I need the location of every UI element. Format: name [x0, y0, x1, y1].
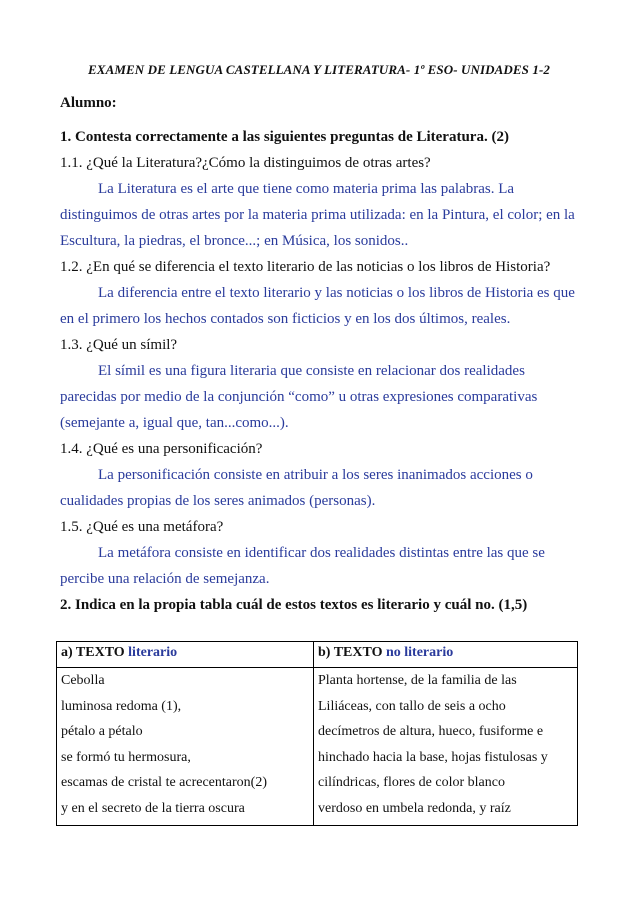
question-1-1: 1.1. ¿Qué la Literatura?¿Cómo la distinguimos de otras artes?	[60, 155, 431, 171]
non-literary-text-line: Liliáceas, con tallo de seis a ocho	[318, 698, 506, 714]
literary-text-line: escamas de cristal te acrecentaron(2)	[61, 775, 267, 790]
answer-1-5-line: La metáfora consiste en identificar dos realidades distintas entre las que se	[98, 545, 545, 561]
answer-1-1-line: Escultura, la piedras, el bronce...; en Música, los sonidos..	[60, 233, 409, 249]
non-literary-text-cell	[314, 668, 578, 826]
answer-1-3-line: (semejante a, igual que, tan...como...).	[60, 415, 289, 431]
col-a-header-answer: literario	[128, 645, 178, 660]
literary-text-line: se formó tu hermosura,	[61, 749, 191, 765]
answer-1-5-line: percibe una relación de semejanza.	[60, 571, 270, 587]
non-literary-text-line: verdoso en umbela redonda, y raíz	[318, 800, 511, 816]
question-1-3: 1.3. ¿Qué un símil?	[60, 337, 178, 353]
student-label: Alumno:	[60, 95, 117, 111]
section2-heading: 2. Indica en la propia tabla cuál de estos textos es literario y cuál no. (1,5)	[60, 597, 528, 613]
answer-1-1-line: La Literatura es el arte que tiene como materia prima las palabras. La	[98, 181, 515, 197]
answer-1-2-line: La diferencia entre el texto literario y las noticias o los libros de Historia es que	[98, 285, 575, 301]
texts-table	[56, 641, 578, 826]
answer-1-2-line: en el primero los hechos contados son ficticios y en los dos últimos, reales.	[60, 311, 511, 327]
literary-text-line: y en el secreto de la tierra oscura	[61, 800, 245, 816]
non-literary-text-line: hinchado hacia la base, hojas fistulosas y	[318, 749, 548, 765]
non-literary-text-line: cilíndricas, flores de color blanco	[318, 775, 505, 790]
non-literary-text-line: Planta hortense, de la familia de las	[318, 673, 517, 688]
literary-text-line: luminosa redoma (1),	[61, 698, 182, 714]
table-body-row	[57, 668, 578, 826]
non-literary-text-line: decímetros de altura, hueco, fusiforme e	[318, 724, 544, 739]
answer-1-3-line: parecidas por medio de la conjunción “como” u otras expresiones comparativas	[60, 389, 538, 405]
col-b-header	[314, 642, 578, 668]
section1-heading: 1. Contesta correctamente a las siguientes preguntas de Literatura. (2)	[60, 129, 509, 145]
literary-text-line: Cebolla	[61, 673, 105, 688]
answer-1-3-line: El símil es una figura literaria que consiste en relacionar dos realidades	[98, 363, 525, 379]
answer-1-4-line: cualidades propias de los seres animados (personas).	[60, 493, 376, 509]
col-b-header-answer: no literario	[385, 645, 454, 660]
question-1-2: 1.2. ¿En qué se diferencia el texto literario de las noticias o los libros de Historia?	[60, 259, 551, 275]
literary-text-cell	[57, 668, 314, 826]
col-a-header	[57, 642, 314, 668]
col-b-header-prefix: b) TEXTO	[318, 645, 386, 660]
question-1-5: 1.5. ¿Qué es una metáfora?	[60, 519, 224, 535]
literary-text-line: pétalo a pétalo	[61, 724, 143, 739]
exam-title: EXAMEN DE LENGUA CASTELLANA Y LITERATURA- 1º ESO- UNIDADES 1-2	[88, 62, 550, 77]
answer-1-1-line: distinguimos de otras artes por la materia prima utilizada: en la Pintura, el color; en la	[60, 207, 575, 223]
answer-1-4-line: La personificación consiste en atribuir a los seres inanimados acciones o	[98, 467, 533, 483]
col-a-header-prefix: a) TEXTO	[61, 645, 129, 660]
table-header-row	[57, 642, 578, 668]
question-1-4: 1.4. ¿Qué es una personificación?	[60, 441, 263, 457]
